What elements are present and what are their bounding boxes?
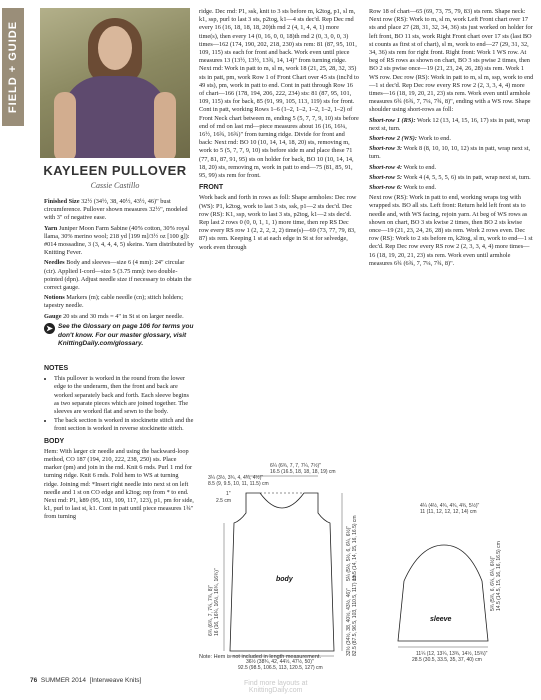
list-item: Short-row 1 (RS): Work 12 (13, 14, 15, 16, 17) sts in patt, wrap next st, turn. — [369, 116, 531, 132]
shoulder-measure-cm: 8.5 (9, 9.5, 10, 11, 11.5) cm — [208, 481, 269, 487]
neck-depth-measure: 5¼ (5½, 5½, 6, 6¼, 6½)" — [346, 525, 352, 581]
glossary-callout — [44, 323, 194, 349]
body-outline — [230, 493, 334, 651]
length-measure: 16 (16, 16¼, 16½, 16¾, 16¾)" — [214, 568, 220, 636]
list-item: Short-row 5: Work 4 (4, 5, 5, 5, 6) sts in patt, wrap next st, turn. — [369, 173, 531, 181]
neck-instructions: Row 18 of chart—65 (69, 73, 75, 79, 83) sts rem. Shape neck: Next row (RS): Work to m, sl m, work Left Front chart over 17 sts and place 27 (28, 31, 32, 34, 36) sts just worked on holder for left front, BO 11 sts, work Right Front chart over 17 sts (last BO st counts as first st of chart), sl m, work to end—27 (29, 31, 32, 34, 36) sts rem for right front. Right front: Work 1 WS row. At beg of RS rows as shown on chart, BO 3 sts pwise 2 times, then BO 2 sts pwise once—19 (21, 23, 24, 26, 28) sts rem. Work 1 WS row. Dec row (RS): Work in patt to m, sl m, ssp, work to end—1 st dec'd. Rep Dec row every RS row 2 (2, 3, 3, 4, 4) more times—16 (18, 19, 20, 21, 23) sts rem. Work even until armhole measures 6¾ (6¾, 7, 7¼, 7¾, 8)", ending with a WS row. Shape shoulder using short-rows as foll: — [369, 8, 534, 114]
section-tab-label: FIELD + GUIDE — [7, 20, 19, 114]
bottom-measure: 36½ (38¾, 42, 44½, 47½, 50)" — [246, 659, 314, 665]
instructions-column-2 — [199, 8, 359, 254]
schematic-diagram — [198, 461, 533, 671]
notes-list — [44, 375, 194, 433]
armhole-measure: 6¾ (6¾, 7, 7¼, 7¾, 8)" — [208, 585, 214, 636]
notes-heading: NOTES — [44, 365, 69, 372]
spec-needles: Needles Body and sleeves—size 6 (4 mm): 24" circular (cir). Applied I-cord—size 5 (3.75 mm): two double-pointed (dpn). Adjust needle size if necessary to obtain the correct gauge. — [44, 259, 192, 292]
arrow-icon: ➤ — [44, 323, 55, 334]
body-text: Hem: With larger cir needle and using the backward-loop method, CO 187 (194, 210, 222, 238, 250) sts. Place marker (pm) and join in the rnd. Knit 6 rnds. Purl 1 rnd for turning ridge. Knit 6 rnds. Fold hem to WS at turning ridge. Joining rnd: *Insert right needle into next st on left needle and 1 st on CO edge and k2tog; rep from * to end. Next rnd: P1, k89 (95, 103, 109, 117, 123), p1, pm for side, k1, purl to last st, k1. Cont in patt until piece measures 1¾" from turning — [44, 447, 194, 521]
model-photo — [40, 8, 190, 158]
watermark-line-2: KnittingDaily.com — [248, 687, 303, 694]
sleeve-label: sleeve — [430, 616, 452, 623]
photo-arm-left — [54, 92, 76, 158]
spec-finished-size: Finished Size 32½ (34½, 38, 40½, 43½, 46)" bust circumference. Pullover shown measures 32½", modeled with 3" of negative ease. — [44, 198, 188, 222]
bottom-measure-cm: 92.5 (98.5, 106.5, 113, 120.5, 127) cm — [238, 665, 323, 671]
shoulder-measure: 3¼ (3½, 3¾, 4, 4¼, 4½)" — [208, 475, 264, 481]
watermark-line-1: Find more layouts at — [244, 680, 308, 687]
page-number: 76 — [30, 677, 38, 684]
body-heading: BODY — [44, 437, 65, 445]
issue-label: SUMMER 2014 — [40, 677, 87, 684]
short-rows-list — [369, 117, 534, 193]
photo-pullover — [62, 76, 168, 158]
list-item: Short-row 2 (WS): Work to end. — [369, 135, 451, 143]
list-item: • The back section is worked in stockinette stitch and the front section is worked in reverse stockinette stitch. — [54, 417, 194, 433]
sleeve-width-measure-cm: 28.5 (30.5, 33.5, 35, 37, 40) cm — [412, 657, 482, 663]
page-footer — [30, 677, 141, 684]
sleeve-cap-measure-cm: 14.5 (14.5, 15, 16, 16, 16.5) cm — [496, 541, 502, 611]
waist-measure-cm: 82.5 (87.5, 96.5, 103, 110.5, 117) cm — [352, 574, 358, 656]
watermark — [244, 680, 307, 694]
list-item: • This pullover is worked in the round from the lower edge to the underarm, then the front and back are worked separately back and forth. Each sleeve begins as two separate pieces which are joined together. The sleeves are worked flat and sewn to the body. — [54, 375, 194, 416]
neck-depth-measure-cm: 13.5 (14, 14, 15, 16, 16.5) cm — [352, 515, 358, 581]
front-instructions: Work back and forth in rows as foll: Shape armholes: Dec row (WS): P1, k2tog, work to last 3 sts, ssk, p1—2 sts dec'd. Dec row (RS): K1, ssp, work to last 3 sts, p2tog, k1—2 sts dec'd. Rep last 2 rows 0 (0, 0, 1, 1, 1) more time, then rep RS Dec row every RS row 1 (2, 2, 2, 2, 2) time(s)—69 (73, 77, 79, 83, 87) sts rem. Keeping 1 st at each edge in St st for selvedge, work even through — [199, 194, 357, 251]
spec-yarn: Yarn Juniper Moon Farm Sabine (40% cotton, 30% royal llama, 30% merino wool; 218 yd [199 m]/3½ oz [100 g]): #014 mossadine, 3 (3, 4, 4, 4, 5) skeins. Yarn distributed by Knitting Fever. — [44, 224, 194, 257]
sleeve-top-measure: 4¼ (4½, 4¾, 4¾, 4¾, 5½)" — [420, 503, 480, 509]
section-tab — [2, 8, 24, 126]
top-neck-measure: 6¼ (6¾, 7, 7, 7¼, 7½)" — [270, 463, 321, 469]
edge-measure-cm: 2.5 cm — [216, 498, 232, 504]
pattern-designer: Cassie Castillo — [90, 181, 140, 190]
body-instructions: ridge. Dec rnd: P1, ssk, knit to 3 sts before m, k2tog, p1, sl m, k1, ssp, purl to last 3 sts, p2tog, k1—4 sts dec'd. Rep Dec rnd every 16 (16, 18, 18, 18, 20)th rnd 2 (4, 1, 4, 4, 1) more time(s), then every 14 (0, 16, 0, 0, 18)th rnd 2 (0, 3, 0, 0, 3) times—162 (174, 190, 202, 218, 230) sts rem: 81 (87, 95, 101, 109, 115) sts each for front and back. Work even until piece measures 13 (13½, 13½, 13¾, 14, 14)" from turning ridge. Next rnd: Work in patt to m, sl m, work 18 (21, 25, 28, 32, 35) sts in patt, pm, work Row 1 of Front Chart over 45 sts (incl'd to 49 sts), pm, work in patt to end. Cont in patt through Row 16 of chart—166 (178, 194, 206, 222, 234) sts: 81 (87, 95, 101, 109, 115) sts for back, 85 (91, 99, 105, 113, 119) sts for front. Cont in patt, working Rows 1–6 (1–2, 1–2, 1–2, 1–2, 1–2) of Front Neck chart between m, ending 5 (5, 7, 7, 9, 10) sts before end of rnd on last rnd—piece measures about 16 (16, 16¼, 16½, 16¾, 16¾)" from turning ridge. Divide for front and back: Next rnd: BO 10 (10, 14, 14, 18, 20) sts, removing m, work to 5 (5, 7, 7, 9, 10) sts before side m and place these 71 (77, 81, 87, 91, 95) sts on holder for back, BO 10 (10, 14, 14, 18, 20) sts, removing m, work in patt to end—75 (81, 85, 91, 95, 99) sts rem for front. — [199, 8, 359, 180]
waist-measure: 32½ (34½, 38, 40½, 43½, 46)" — [346, 588, 352, 656]
body-label: body — [276, 576, 293, 583]
photo-arm-right — [154, 92, 176, 158]
specs-column — [44, 198, 194, 323]
sleeve-top-measure-cm: 11 (11, 12, 12, 12, 14) cm — [420, 509, 477, 515]
left-front-instructions: Next row (RS): Work in patt to end, working wraps tog with wrapped sts. BO all sts. Left front: Return held left front sts to needle and, with WS facing, rejoin yarn. At beg of WS rows as shown on chart, BO 3 sts kwise 2 times, then BO 2 sts kwise once—19 (21, 23, 24, 26, 28) sts rem. Work 2 rows even. Dec row (RS): Work to 2 sts before m, k2tog, sl m, work to end—1 st dec'd. Rep Dec row every RS row 2 (2, 3, 3, 4, 4) more times—16 (18, 19, 20, 21, 23) sts rem. Work even until armhole measures 6¾ (6¾, 7, 7¼, 7¾, 8)". — [369, 194, 533, 267]
photo-face — [98, 26, 132, 70]
sleeve-width-measure: 11¼ (12, 13¼, 13¾, 14½, 15¾)" — [416, 651, 488, 657]
edge-measure: 1" — [226, 491, 231, 497]
notes-section — [44, 361, 194, 522]
spec-notions: Notions Markers (m); cable needle (cn); stitch holders; tapestry needle. — [44, 294, 184, 310]
list-item: Short-row 4: Work to end. — [369, 163, 437, 171]
glossary-text: See the Glossary on page 106 for terms you don't know. For our master glossary, visit KnittingDaily.com/glossary. — [58, 323, 194, 347]
magazine-label: [Interweave Knits] — [89, 677, 142, 684]
sleeve-cap-measure: 5¾ (5¾, 6, 6¼, 6¼, 6½)" — [490, 555, 496, 611]
front-heading: FRONT — [199, 184, 224, 192]
sidebar — [0, 0, 28, 700]
pattern-title: KAYLEEN PULLOVER — [43, 163, 187, 178]
spec-gauge: Gauge 20 sts and 30 rnds = 4" in St st on larger needle. — [44, 312, 184, 320]
instructions-column-3 — [369, 8, 534, 270]
sleeve-outline — [398, 545, 488, 641]
list-item: Short-row 3: Work 8 (8, 10, 10, 10, 12) sts in patt, wrap next st, turn. — [369, 145, 531, 161]
list-item: Short-row 6: Work to end. — [369, 184, 437, 192]
top-neck-measure-cm: 16.5 (16.5, 18, 18, 18, 19) cm — [270, 469, 336, 475]
diagram-note: Note: Hem is not included in length measurement. — [199, 654, 321, 660]
